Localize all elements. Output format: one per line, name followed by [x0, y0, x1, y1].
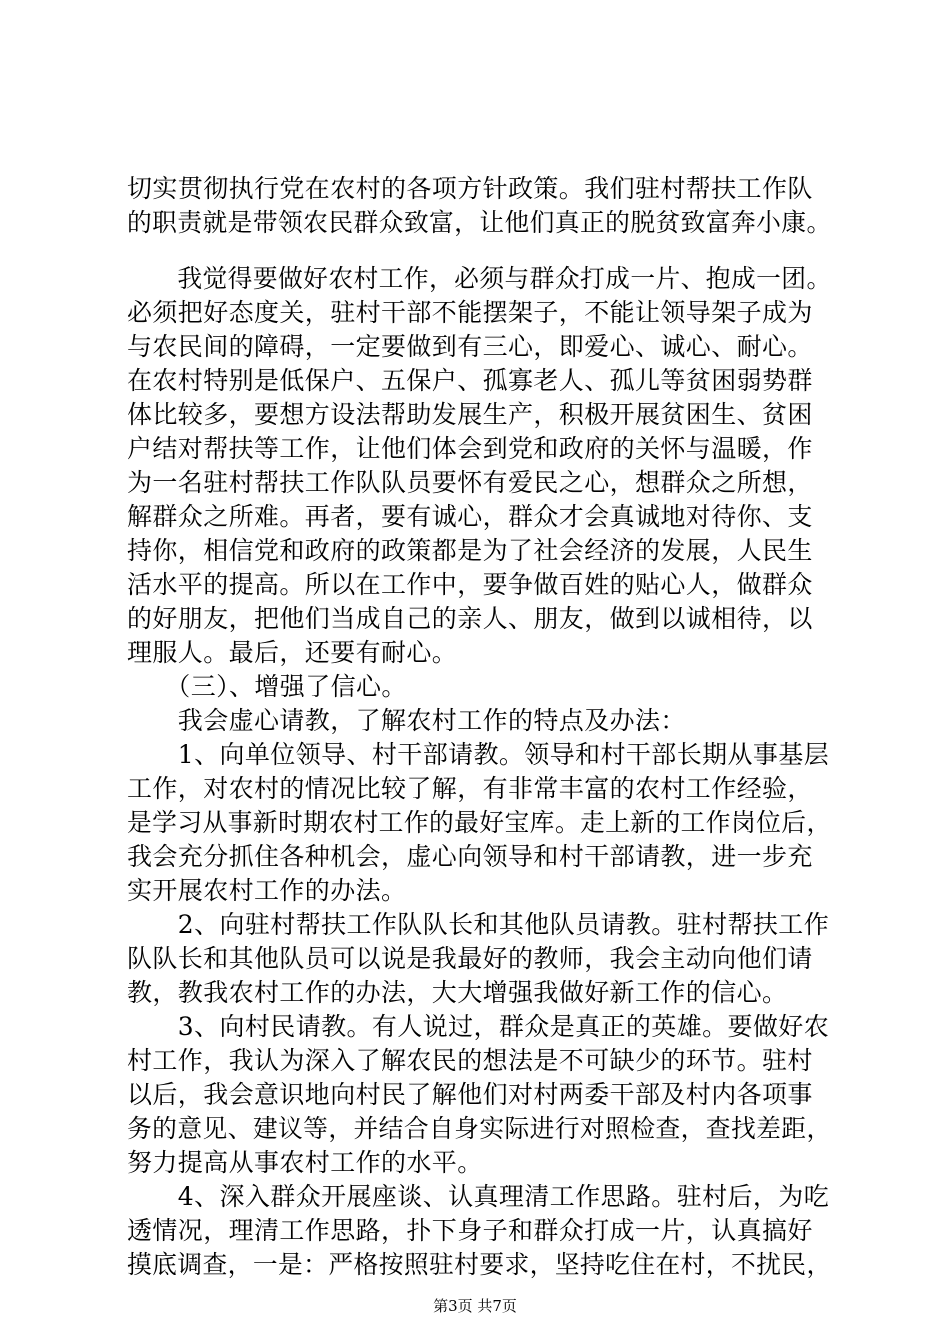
text-line: 解群众之所难。再者，要有诚心，群众才会真诚地对待你、支 — [127, 502, 813, 531]
text-line: 体比较多，要想方设法帮助发展生产，积极开展贫困生、贫困 — [127, 400, 813, 429]
text-line: 以后，我会意识地向村民了解他们对村两委干部及村内各项事 — [127, 1080, 813, 1109]
text-line: 是学习从事新时期农村工作的最好宝库。走上新的工作岗位后， — [127, 808, 832, 837]
text-line: 在农村特别是低保户、五保户、孤寡老人、孤儿等贫困弱势群 — [127, 366, 813, 395]
text-line: 努力提高从事农村工作的水平。 — [127, 1148, 483, 1177]
text-line: 的职责就是带领农民群众致富，让他们真正的脱贫致富奔小康。 — [127, 208, 832, 237]
section-heading — [127, 670, 835, 704]
text-line: 我会虚心请教，了解农村工作的特点及办法： — [127, 706, 686, 735]
text-line: 务的意见、建议等，并结合自身实际进行对照检查，查找差距， — [127, 1114, 832, 1143]
text-line: 的好朋友，把他们当成自己的亲人、朋友，做到以诚相待，以 — [127, 604, 813, 633]
list-item-4 — [127, 1180, 835, 1282]
text-line: 4、深入群众开展座谈、认真理清工作思路。驻村后，为吃 — [127, 1182, 830, 1211]
text-line: 村工作，我认为深入了解农民的想法是不可缺少的环节。驻村 — [127, 1046, 813, 1075]
heading-line: （三）、增强了信心。 — [127, 672, 407, 701]
text-line: 3、向村民请教。有人说过，群众是真正的英雄。要做好农 — [127, 1012, 830, 1041]
text-line: 工作，对农村的情况比较了解，有非常丰富的农村工作经验， — [127, 774, 813, 803]
text-line: 透情况，理清工作思路，扑下身子和群众打成一片，认真搞好 — [127, 1216, 813, 1245]
text-line: 2、向驻村帮扶工作队队长和其他队员请教。驻村帮扶工作 — [127, 910, 830, 939]
text-line: 我觉得要做好农村工作，必须与群众打成一片、抱成一团。 — [127, 264, 832, 293]
paragraph-lead-in — [127, 704, 835, 738]
text-line: 队队长和其他队员可以说是我最好的教师，我会主动向他们请 — [127, 944, 813, 973]
list-item-2 — [127, 908, 835, 1010]
text-line: 实开展农村工作的办法。 — [127, 876, 407, 905]
text-line: 户结对帮扶等工作，让他们体会到党和政府的关怀与温暖，作 — [127, 434, 813, 463]
text-line: 切实贯彻执行党在农村的各项方针政策。我们驻村帮扶工作队 — [127, 174, 813, 203]
text-line: 1、向单位领导、村干部请教。领导和村干部长期从事基层 — [127, 740, 830, 769]
paragraph-spacer — [127, 240, 835, 262]
text-line: 教，教我农村工作的办法，大大增强我做好新工作的信心。 — [127, 978, 788, 1007]
text-line: 活水平的提高。所以在工作中，要争做百姓的贴心人，做群众 — [127, 570, 813, 599]
text-line: 必须把好态度关，驻村干部不能摆架子，不能让领导架子成为 — [127, 298, 813, 327]
list-item-3 — [127, 1010, 835, 1180]
page-number-footer: 第3页 共7页 — [433, 1297, 517, 1315]
text-line: 理服人。最后，还要有耐心。 — [127, 638, 458, 667]
text-line: 我会充分抓住各种机会，虚心向领导和村干部请教，进一步充 — [127, 842, 813, 871]
text-line: 为一名驻村帮扶工作队队员要怀有爱民之心，想群众之所想， — [127, 468, 813, 497]
text-line: 与农民间的障碍，一定要做到有三心，即爱心、诚心、耐心。 — [127, 332, 813, 361]
paragraph-intro-continuation — [127, 172, 835, 240]
document-body — [127, 172, 835, 1282]
text-line: 持你，相信党和政府的政策都是为了社会经济的发展，人民生 — [127, 536, 813, 565]
text-line: 摸底调查，一是：严格按照驻村要求，坚持吃住在村，不扰民， — [127, 1250, 832, 1279]
paragraph-attitude — [127, 262, 835, 670]
list-item-1 — [127, 738, 835, 908]
